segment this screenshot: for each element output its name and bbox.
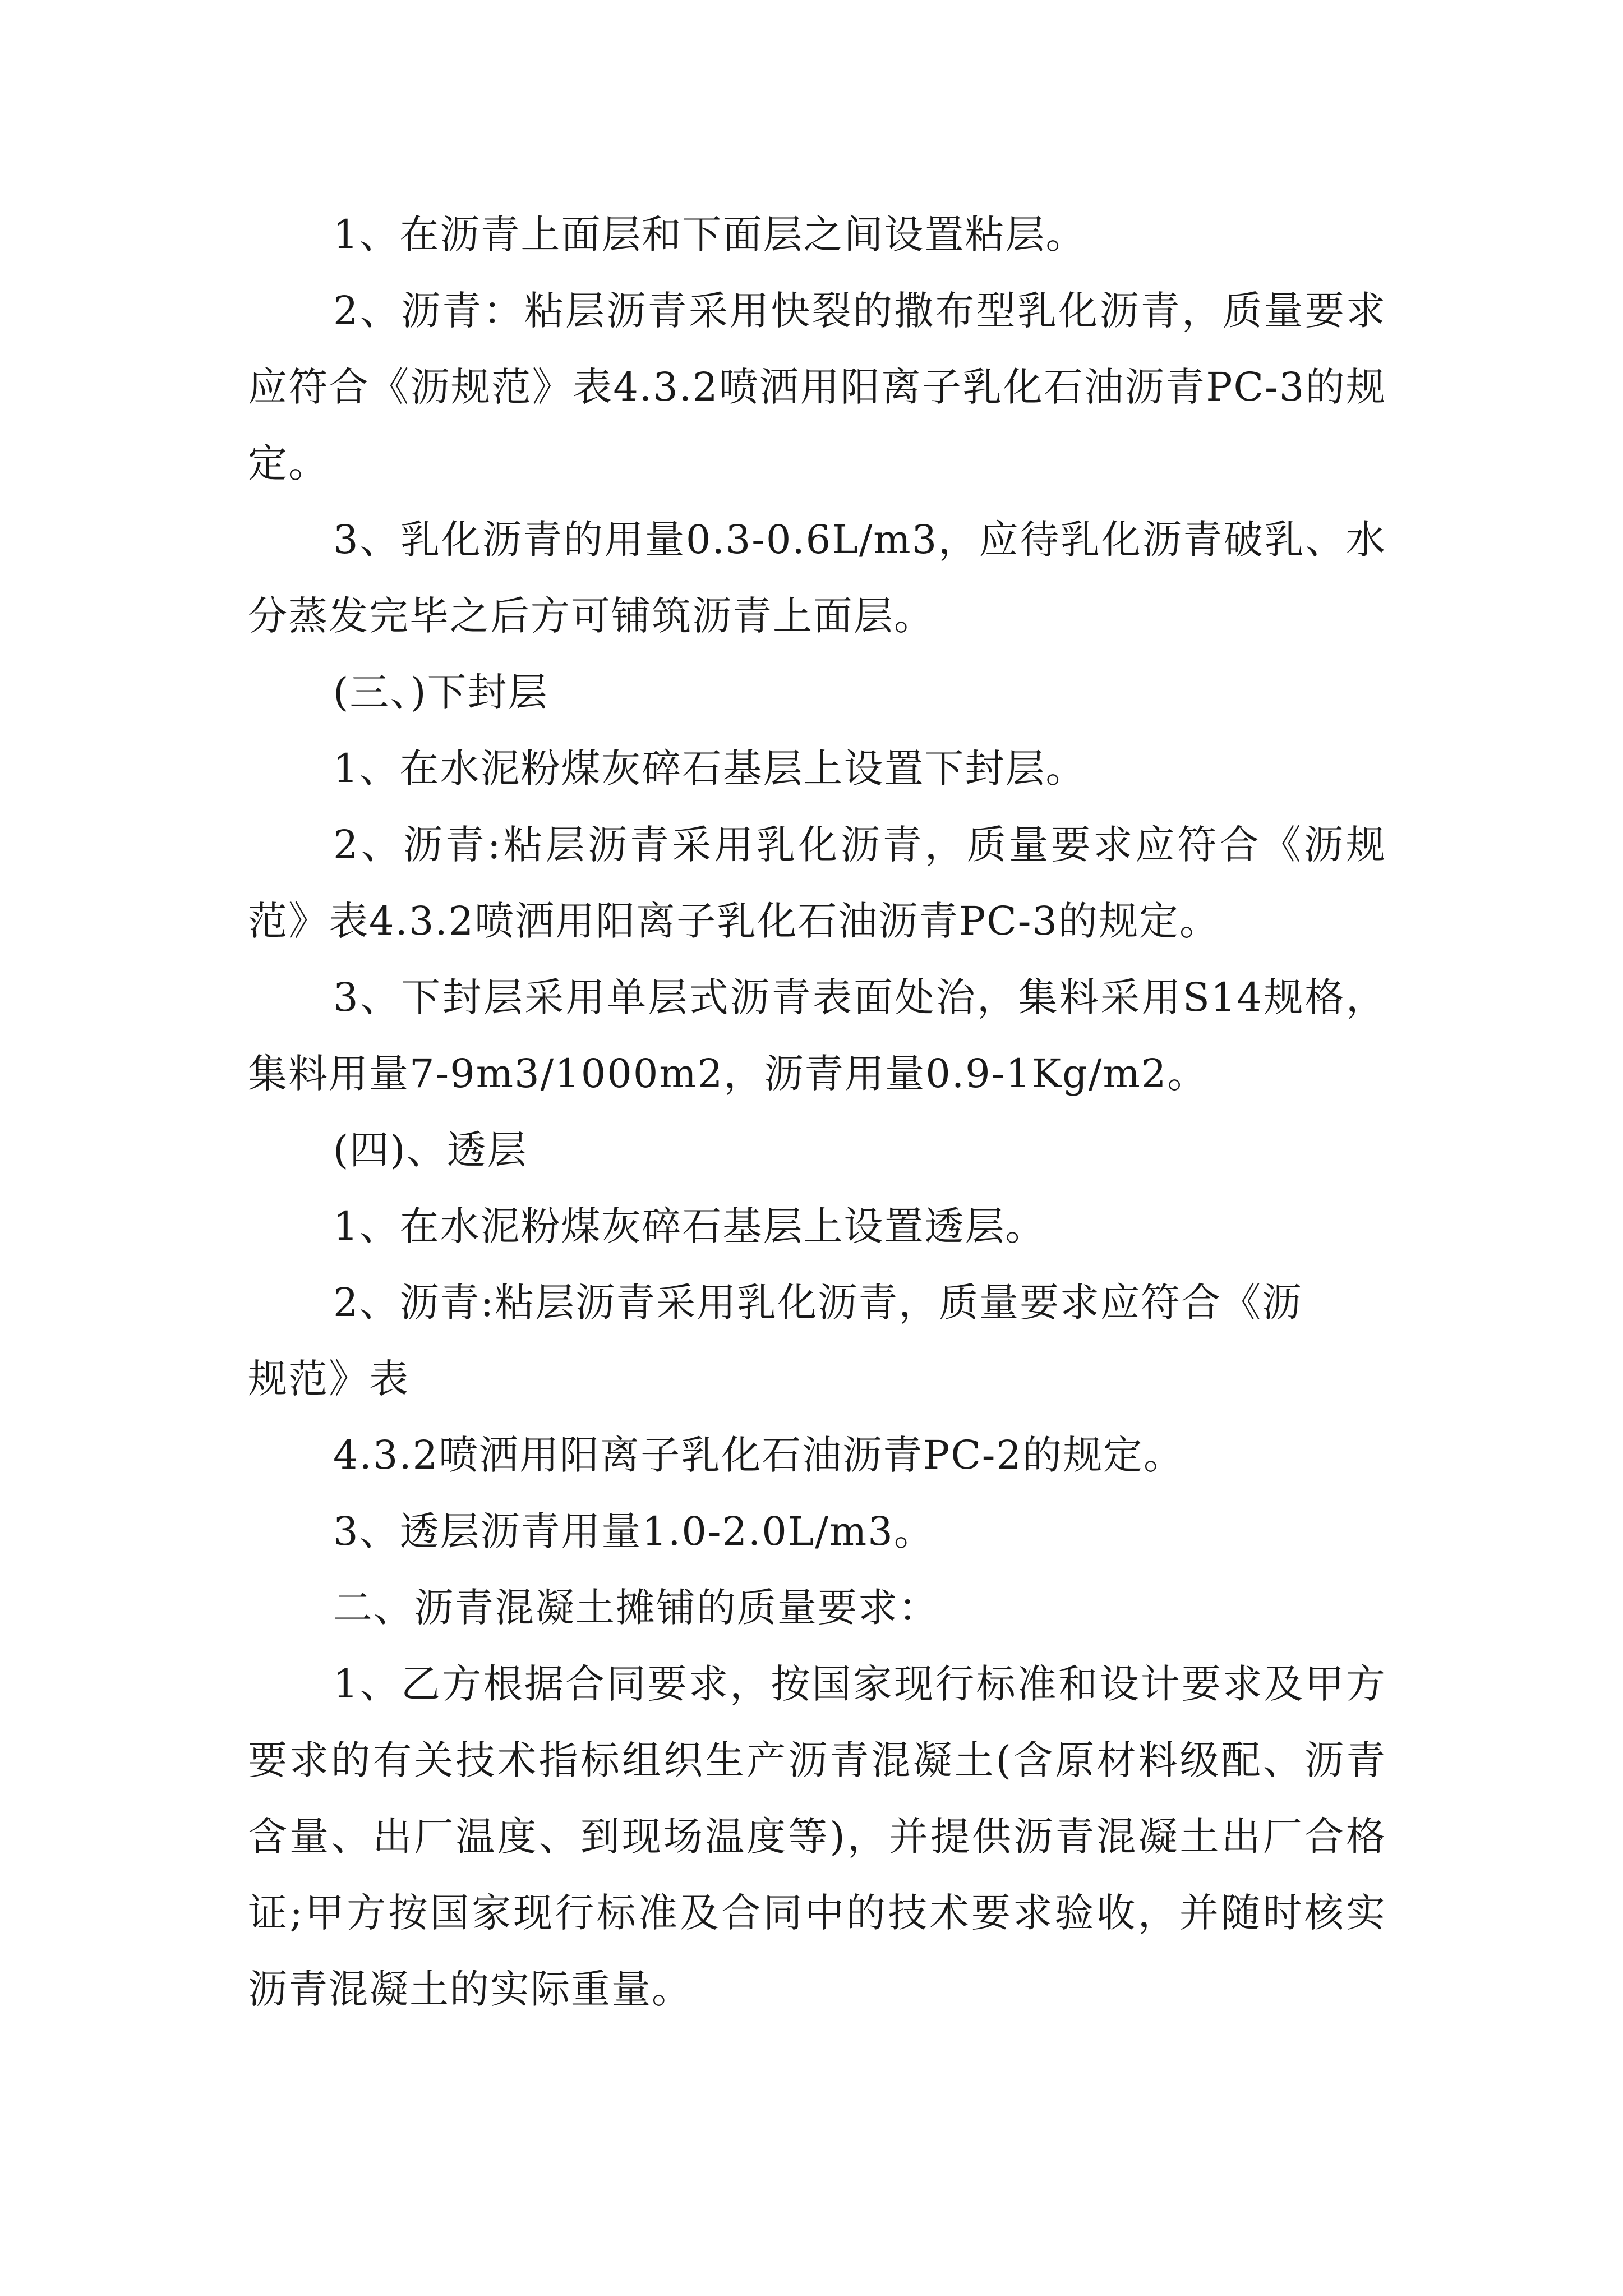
document-body [248,196,1386,2027]
paragraph-lower-seal-asphalt: 2、沥青:粘层沥青采用乳化沥青，质量要求应符合《沥规范》表4.3.2喷洒用阳离子乳化石油沥青PC-3的规定。 [248,822,1386,944]
paragraph-tack-coat-location: 1、在沥青上面层和下面层之间设置粘层。 [333,211,1086,257]
paragraph-lower-seal-location: 1、在水泥粉煤灰碎石基层上设置下封层。 [333,746,1086,792]
section-heading-prime-coat: (四)、透层 [333,1127,528,1173]
paragraph-prime-coat-dosage: 3、透层沥青用量1.0-2.0L/m3。 [333,1508,934,1554]
paragraph-lower-seal-treatment: 3、下封层采用单层式沥青表面处治，集料采用S14规格，集料用量7-9m3/1000m2，沥青用量0.9-1Kg/m2。 [248,974,1386,1097]
paragraph-tack-coat-asphalt: 2、沥青：粘层沥青采用快裂的撒布型乳化沥青，质量要求应符合《沥规范》表4.3.2喷洒用阳离子乳化石油沥青PC-3的规定。 [248,288,1386,486]
paragraph-prime-coat-asphalt: 2、沥青:粘层沥青采用乳化沥青，质量要求应符合《沥规范》表 [248,1280,1303,1402]
paragraph-tack-coat-dosage: 3、乳化沥青的用量0.3-0.6L/m3，应待乳化沥青破乳、水分蒸发完毕之后方可铺筑沥青上面层。 [248,517,1386,639]
paragraph-prime-coat-asphalt-cont: 4.3.2喷洒用阳离子乳化石油沥青PC-2的规定。 [333,1432,1184,1478]
section-heading-paving-quality: 二、沥青混凝土摊铺的质量要求： [333,1585,939,1631]
paragraph-paving-quality-requirements: 1、乙方根据合同要求，按国家现行标准和设计要求及甲方要求的有关技术指标组织生产沥青混凝土(含原材料级配、沥青含量、出厂温度、到现场温度等)，并提供沥青混凝土出厂合格证;甲方按国家现行标准及合同中的技术要求验收，并随时核实沥青混凝土的实际重量。 [248,1661,1386,2012]
paragraph-prime-coat-location: 1、在水泥粉煤灰碎石基层上设置透层。 [333,1203,1046,1249]
section-heading-lower-seal: (三、)下封层 [333,669,548,715]
